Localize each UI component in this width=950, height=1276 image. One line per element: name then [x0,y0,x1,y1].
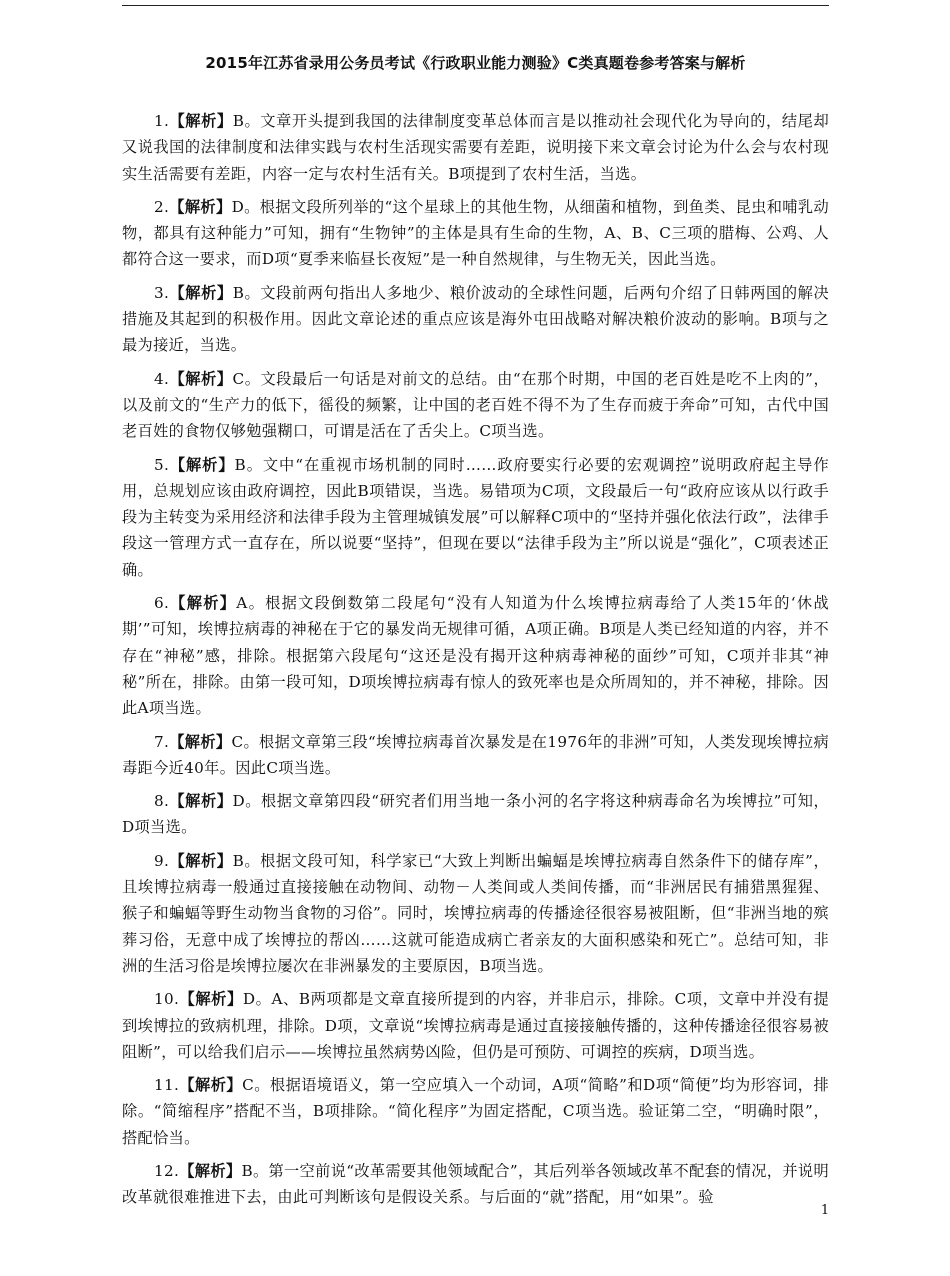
item-text: B。文段前两句指出人多地少、粮价波动的全球性问题，后两句介绍了日韩两国的解决措施及其起到的积极作用。因此文章论述的重点应该是海外屯田战略对解决粮价波动的影响。B项与之最为接近，当选。 [122,283,829,355]
answer-item-10 [122,986,829,1065]
answer-item-7 [122,729,829,782]
item-text: A。根据文段倒数第二段尾句“没有人知道为什么埃博拉病毒给了人类15年的‘休战期’”可知，埃博拉病毒的神秘在于它的暴发尚无规律可循，A项正确。B项是人类已经知道的内容，并不存在“神秘”感，排除。根据第六段尾句“这还是没有揭开这种病毒神秘的面纱”可知，C项并非其“神秘”所在，排除。由第一段可知，D项埃博拉病毒有惊人的致死率也是众所周知的，并不神秘，排除。因此A项当选。 [122,594,829,718]
analysis-tag: 【解析】 [179,1076,243,1095]
answer-item-1 [122,108,829,187]
item-text: D。根据文章第四段“研究者们用当地一条小河的名字将这种病毒命名为埃博拉”可知，D项当选。 [122,792,829,837]
analysis-tag: 【解析】 [169,197,232,216]
item-text: D。A、B两项都是文章直接所提到的内容，并非启示，排除。C项，文章中并没有提到埃博拉的致病机理，排除。D项，文章说“埃博拉病毒是通过直接接触传播的，这种传播途径很容易被阻断”，可以给我们启示——埃博拉虽然病势凶险，但仍是可预防、可调控的疾病，D项当选。 [122,990,829,1061]
analysis-tag: 【解析】 [169,792,233,811]
item-text: C。根据文章第三段“埃博拉病毒首次暴发是在1976年的非洲”可知，人类发现埃博拉病毒距今近40年。因此C项当选。 [122,732,830,777]
analysis-tag: 【解析】 [179,1161,242,1180]
item-text: C。文段最后一句话是对前文的总结。由“在那个时期，中国的老百姓是吃不上肉的”，以及前文的“生产力的低下，徭役的频繁，让中国的老百姓不得不为了生存而疲于奔命”可知，古代中国老百姓的食物仅够勉强糊口，可谓是活在了舌尖上。C项当选。 [122,369,829,441]
item-number: 6. [154,594,170,613]
item-number: 10. [154,990,180,1009]
answer-item-2 [122,194,829,273]
item-text: D。根据文段所列举的“这个星球上的其他生物，从细菌和植物，到鱼类、昆虫和哺乳动物，都具有这种能力”可知，拥有“生物钟”的主体是具有生命的生物，A、B、C三项的腊梅、公鸡、人都符合这一要求，而D项“夏季来临昼长夜短”是一种自然规律，与生物无关，因此当选。 [122,197,830,269]
analysis-tag: 【解析】 [179,990,243,1009]
answer-item-5 [122,452,829,583]
document-title: 2015年江苏省录用公务员考试《行政职业能力测验》C类真题卷参考答案与解析 [205,54,746,72]
page-number: 1 [820,1203,830,1218]
item-number: 12. [154,1161,180,1180]
analysis-tag: 【解析】 [169,455,235,474]
item-number: 4. [154,369,170,388]
item-text: C。根据语境语义，第一空应填入一个动词，A项“简略”和D项“简便”均为形容词，排除。“简缩程序”搭配不当，B项排除。“简化程序”为固定搭配，C项当选。验证第二空，“明确时限”，搭配恰当。 [122,1076,829,1147]
analysis-tag: 【解析】 [169,594,237,613]
item-number: 2. [154,197,170,216]
item-text: B。第一空前说“改革需要其他领域配合”，其后列举各领域改革不配套的情况，并说明改革就很难推进下去，由此可判断该句是假设关系。与后面的“就”搭配，用“如果”。验 [122,1161,829,1207]
answer-item-8 [122,788,829,841]
item-number: 11. [154,1076,180,1095]
answer-item-3 [122,280,829,359]
item-number: 5. [154,455,170,474]
item-number: 3. [154,283,170,302]
analysis-tag: 【解析】 [169,283,233,302]
header-rule [122,5,829,6]
analysis-tag: 【解析】 [169,851,233,870]
answer-item-4 [122,366,829,445]
answer-item-9 [122,848,829,979]
item-number: 1. [154,112,170,130]
item-text: B。文章开头提到我国的法律制度变革总体而言是以推动社会现代化为导向的，结尾却又说我国的法律制度和法律实践与农村生活现实需要有差距，说明接下来文章会讨论为什么会与农村现实生活需要有差距，内容一定与农村生活有关。B项提到了农村生活，当选。 [122,112,829,183]
answer-item-11 [122,1072,829,1151]
item-text: B。根据文段可知，科学家已“大致上判断出蝙蝠是埃博拉病毒自然条件下的储存库”，且埃博拉病毒一般通过直接接触在动物间、动物－人类间或人类间传播，而“非洲居民有捕猎黑猩猩、猴子和蝙蝠等野生动物当食物的习俗”。同时，埃博拉病毒的传播途径很容易被阻断，但“非洲当地的殡葬习俗，无意中成了埃博拉的帮凶……这就可能造成病亡者亲友的大面积感染和死亡”。总结可知，非洲的生活习俗是埃博拉屡次在非洲暴发的主要原因，B项当选。 [122,851,830,975]
item-text: B。文中“在重视市场机制的同时……政府要实行必要的宏观调控”说明政府起主导作用，总规划应该由政府调控，因此B项错误，当选。易错项为C项，文段最后一句“政府应该从以行政手段为主转变为采用经济和法律手段为主管理城镇发展”可以解释C项中的“坚持并强化依法行政”，法律手段这一管理方式一直存在，所以说要“坚持”，但现在要以“法律手段为主”所以说是“强化”，C项表述正确。 [122,455,829,579]
analysis-tag: 【解析】 [169,369,233,388]
analysis-tag: 【解析】 [169,732,232,751]
item-number: 9. [154,851,170,870]
answer-item-12 [122,1158,829,1211]
item-number: 7. [154,732,170,751]
item-number: 8. [154,792,170,811]
analysis-tag: 【解析】 [169,112,233,130]
answer-item-6 [122,590,829,721]
answer-list [122,108,829,1218]
